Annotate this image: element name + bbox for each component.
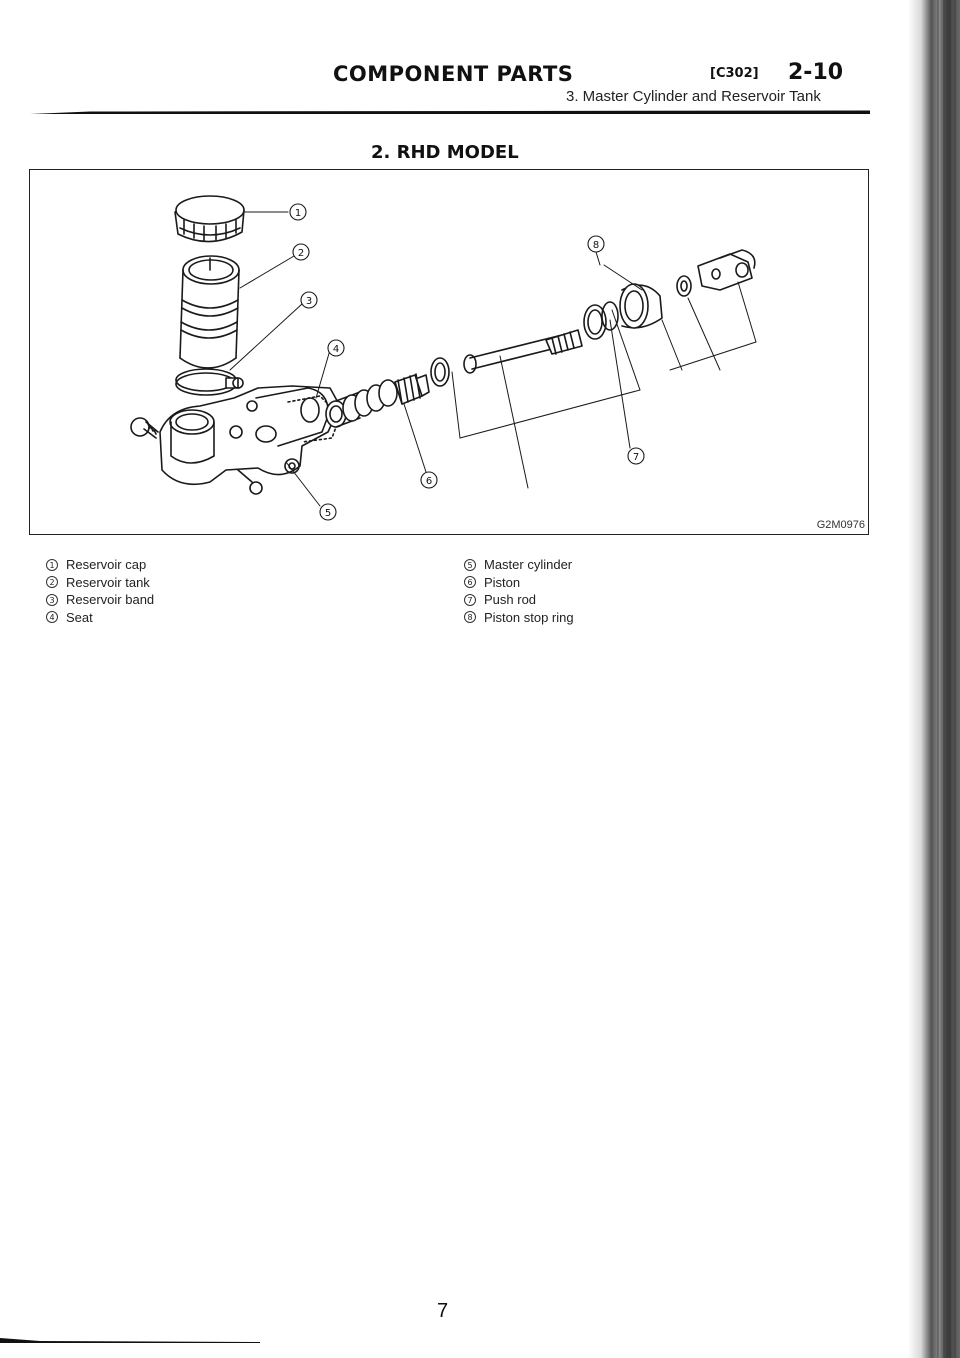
outlet-fitting-drawing (238, 470, 262, 494)
legend-item (464, 609, 574, 627)
legend-item (464, 556, 574, 574)
figure-code: G2M0976 (816, 519, 865, 531)
callout-8: 8 (592, 240, 600, 251)
callout-6: 6 (425, 476, 433, 487)
callout-3: 3 (305, 296, 313, 307)
snap-ring-drawing (431, 358, 449, 386)
callout-4: 4 (332, 344, 340, 355)
legend-number: 6 (464, 576, 476, 588)
legend-left (46, 556, 154, 626)
legend-number: 3 (46, 594, 58, 606)
callout-7: 7 (632, 452, 640, 463)
page-title: COMPONENT PARTS (333, 62, 574, 86)
reservoir-band-drawing (176, 369, 243, 395)
clevis-drawing (677, 250, 755, 296)
page-reference: 2-10 (788, 60, 844, 85)
page-number: 7 (437, 1300, 449, 1322)
figure-title: 2. RHD MODEL (371, 142, 519, 163)
legend-right (464, 556, 574, 626)
legend-label: Piston stop ring (484, 609, 574, 625)
push-rod-drawing (464, 330, 582, 373)
scan-binding-edge (908, 0, 960, 1358)
footer-rule (0, 1338, 260, 1344)
legend-label: Push rod (484, 592, 537, 608)
legend-number: 1 (46, 559, 58, 571)
exploded-diagram (29, 169, 869, 535)
header-rule (30, 110, 870, 115)
legend-item (46, 556, 154, 574)
legend-number: 2 (46, 576, 58, 588)
leader-lines (230, 212, 756, 506)
legend-item (46, 574, 154, 592)
legend-label: Piston (484, 574, 521, 590)
legend-number: 4 (46, 611, 58, 623)
reservoir-cap-drawing (175, 196, 244, 242)
legend-item (46, 591, 154, 609)
legend-item (464, 591, 574, 609)
boot-drawing (584, 284, 662, 339)
legend-label: Reservoir tank (66, 574, 150, 590)
legend-label: Seat (66, 609, 93, 625)
legend-label: Master cylinder (484, 557, 573, 573)
callout-5: 5 (324, 508, 332, 519)
piston-drawing (326, 374, 429, 427)
legend-number: 7 (464, 594, 476, 606)
reservoir-tank-drawing (180, 256, 239, 368)
legend-label: Reservoir cap (66, 557, 147, 573)
legend-number: 8 (464, 611, 476, 623)
exploded-diagram-drawing (30, 170, 870, 536)
bleeder-bolt-drawing (131, 418, 158, 438)
legend-label: Reservoir band (66, 592, 155, 608)
legend-number: 5 (464, 559, 476, 571)
callout-1: 1 (294, 208, 302, 219)
legend-item (46, 609, 154, 627)
section-subtitle: 3. Master Cylinder and Reservoir Tank (566, 88, 821, 105)
legend-item (464, 574, 574, 592)
callout-2: 2 (297, 248, 305, 259)
master-cylinder-drawing (160, 386, 340, 484)
section-code: [C302] (710, 66, 759, 81)
